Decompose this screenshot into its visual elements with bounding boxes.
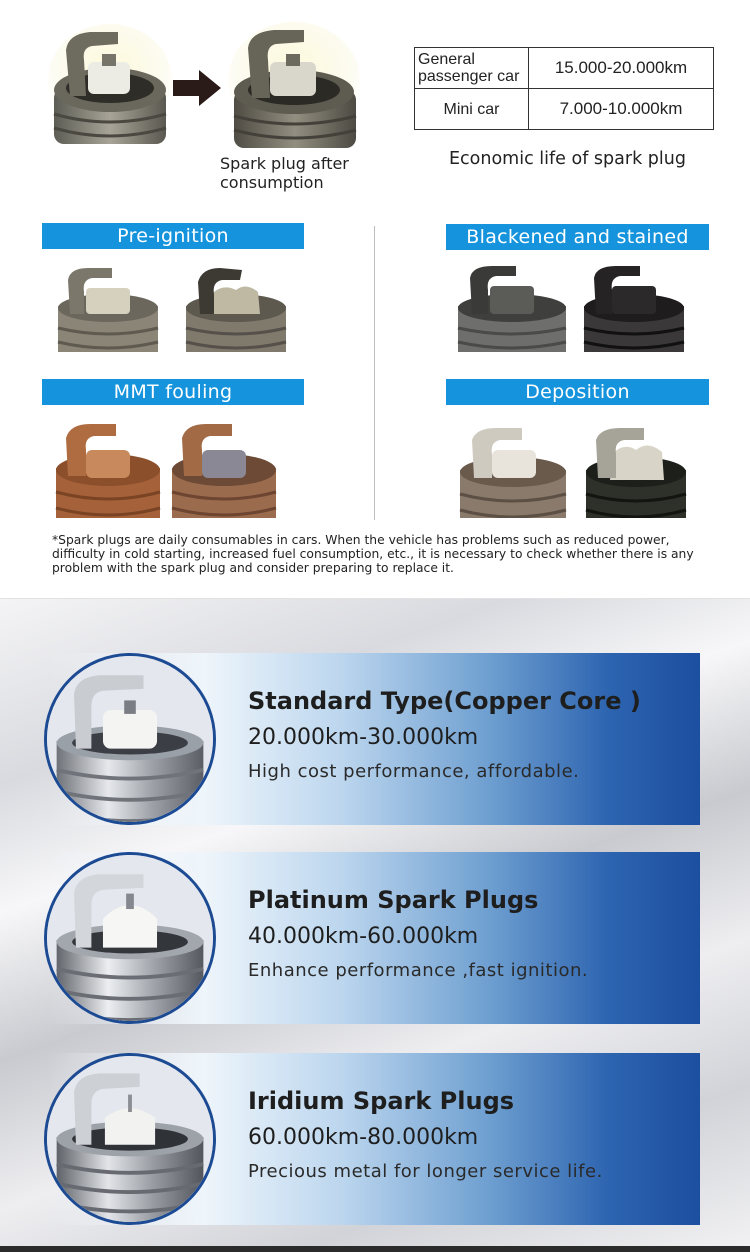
deposition-heavy-photo bbox=[584, 424, 688, 518]
vehicle-type-cell: General passenger car bbox=[415, 48, 529, 89]
new-spark-plug-photo bbox=[42, 22, 172, 150]
type-card-copper bbox=[48, 653, 700, 825]
mmt-fouling-photo-2 bbox=[170, 418, 278, 518]
pre-ignition-damaged-photo bbox=[184, 262, 288, 352]
arrow-right-icon bbox=[173, 70, 221, 106]
iridium-plug-image bbox=[44, 1053, 216, 1225]
type-title: Standard Type(Copper Core ) bbox=[248, 687, 641, 715]
economic-life-table bbox=[414, 47, 714, 130]
type-card-iridium bbox=[48, 1053, 700, 1225]
spark-plug-types-section bbox=[0, 599, 750, 1252]
platinum-plug-image bbox=[44, 852, 216, 1024]
life-range-cell: 15.000-20.000km bbox=[529, 48, 714, 89]
mmt-fouling-photo bbox=[54, 418, 162, 518]
spark-plug-note: *Spark plugs are daily consumables in cars. When the vehicle has problems such as reduced power, difficulty in cold starting, increased fuel consumption, etc., it is necessary to check whether there is any problem with the spark plug and consider preparing to replace it. bbox=[52, 533, 694, 575]
life-range-cell: 7.000-10.000km bbox=[529, 89, 714, 130]
section-divider bbox=[374, 226, 375, 520]
table-row bbox=[415, 89, 714, 130]
vehicle-type-cell: Mini car bbox=[415, 89, 529, 130]
type-title: Platinum Spark Plugs bbox=[248, 886, 539, 914]
type-range: 20.000km-30.000km bbox=[248, 725, 479, 750]
copper-plug-image bbox=[44, 653, 216, 825]
type-description: Enhance performance ,fast ignition. bbox=[248, 960, 589, 981]
blackened-stained-photo bbox=[582, 262, 686, 352]
mmt-fouling-banner: MMT fouling bbox=[42, 379, 304, 405]
deposition-photo bbox=[458, 424, 568, 518]
type-title: Iridium Spark Plugs bbox=[248, 1087, 515, 1115]
bottom-edge-strip bbox=[0, 1246, 750, 1252]
caption-after-consumption: Spark plug after consumption bbox=[220, 154, 349, 192]
pre-ignition-banner: Pre-ignition bbox=[42, 223, 304, 249]
table-row bbox=[415, 48, 714, 89]
type-card-platinum bbox=[48, 852, 700, 1024]
deposition-banner: Deposition bbox=[446, 379, 709, 405]
economic-life-label: Economic life of spark plug bbox=[449, 149, 686, 169]
pre-ignition-photo bbox=[56, 262, 160, 352]
blackened-banner: Blackened and stained bbox=[446, 224, 709, 250]
used-spark-plug-photo bbox=[222, 20, 362, 152]
type-description: High cost performance, affordable. bbox=[248, 761, 580, 782]
type-description: Precious metal for longer service life. bbox=[248, 1161, 603, 1182]
blackened-photo bbox=[456, 262, 568, 352]
type-range: 40.000km-60.000km bbox=[248, 924, 479, 949]
spark-plug-condition-section bbox=[0, 0, 750, 599]
type-range: 60.000km-80.000km bbox=[248, 1125, 479, 1150]
